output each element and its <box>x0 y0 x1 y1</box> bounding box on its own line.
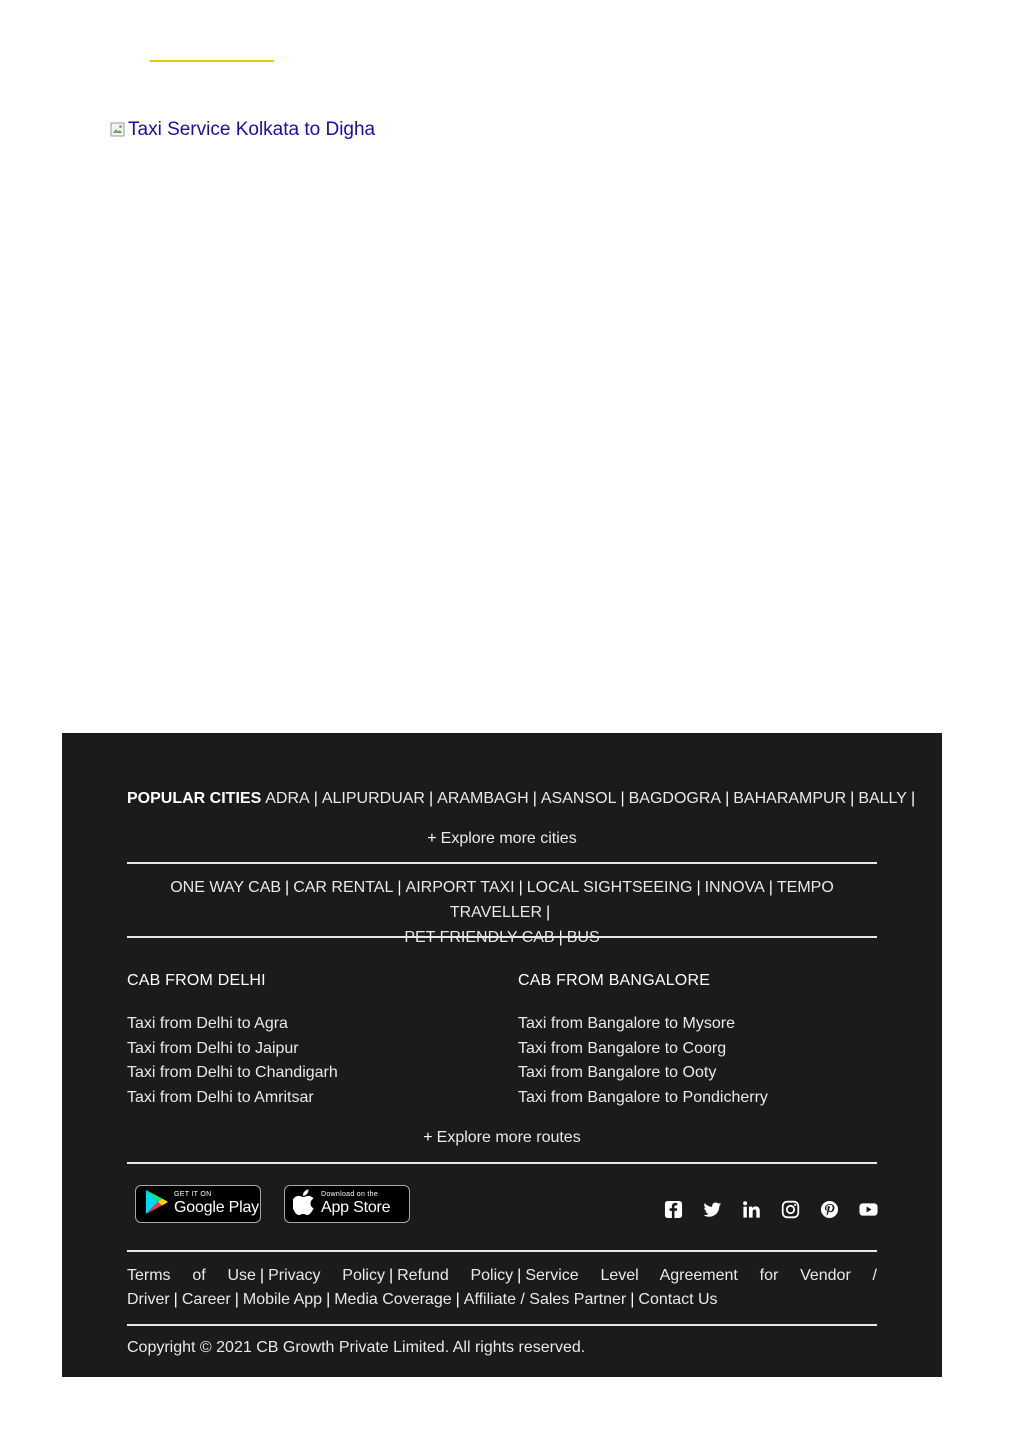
route-link[interactable]: Taxi from Delhi to Amritsar <box>127 1088 314 1106</box>
route-link[interactable]: Taxi from Delhi to Chandigarh <box>127 1064 338 1081</box>
google-play-small-text: GET IT ON <box>174 1191 212 1198</box>
youtube-icon[interactable] <box>858 1199 878 1219</box>
accent-underline <box>150 60 274 62</box>
contact-link[interactable]: Contact Us <box>638 1291 718 1308</box>
hero-image-link[interactable] <box>110 119 375 141</box>
service-link[interactable]: LOCAL SIGHTSEEING <box>526 879 693 896</box>
service-link[interactable]: TEMPO TRAVELLER <box>449 879 834 921</box>
pinterest-icon[interactable] <box>819 1199 839 1219</box>
broken-image-icon <box>110 122 126 138</box>
media-coverage-link[interactable]: Media Coverage <box>334 1291 452 1308</box>
apple-icon <box>293 1189 315 1220</box>
instagram-icon[interactable] <box>780 1199 800 1219</box>
route-link[interactable]: Taxi from Bangalore to Ooty <box>518 1064 717 1081</box>
services-row: ONE WAY CAB | CAR RENTAL | AIRPORT TAXI | LOCAL SIGHTSEEING | INNOVA | TEMPO TRAVELLER | <box>127 875 877 950</box>
refund-link[interactable]: Refund Policy <box>397 1267 514 1284</box>
explore-cities-label: Explore more cities <box>440 830 577 847</box>
city-link[interactable]: ALIPURDUAR <box>321 790 425 807</box>
service-link[interactable]: INNOVA <box>704 879 765 896</box>
linkedin-icon[interactable] <box>741 1199 761 1219</box>
social-links <box>663 1199 878 1219</box>
mobile-app-link[interactable]: Mobile App <box>242 1291 323 1308</box>
terms-link[interactable]: Terms of Use <box>127 1267 256 1284</box>
city-link[interactable]: ARAMBAGH <box>437 790 529 807</box>
plus-icon: + <box>423 1129 433 1146</box>
hero-image-alt-text: Taxi Service Kolkata to Digha <box>128 119 376 140</box>
career-link[interactable]: Career <box>181 1291 231 1308</box>
delhi-routes-column <box>127 972 487 1110</box>
legal-links: Terms of Use | Privacy Policy | Refund Policy | Service Level Agreement for Vendor / Driver | Career | Mobile App | Media Coverage | Affiliate / Sales Partner | Contact Us <box>127 1267 877 1308</box>
site-footer <box>62 733 942 1377</box>
bangalore-routes-column <box>518 972 878 1110</box>
affiliate-link[interactable]: Affiliate / Sales Partner <box>463 1291 627 1308</box>
city-link[interactable]: BAHARAMPUR <box>733 790 847 807</box>
explore-cities-link[interactable] <box>127 830 877 848</box>
google-play-big-text: Google Play <box>174 1199 259 1216</box>
service-link[interactable]: CAR RENTAL <box>293 879 394 896</box>
route-link[interactable]: Taxi from Delhi to Agra <box>127 1015 288 1032</box>
sla-link[interactable]: Service Level Agreement for Vendor / Driver <box>127 1267 877 1308</box>
divider <box>127 862 877 864</box>
twitter-icon[interactable] <box>702 1199 722 1219</box>
google-play-icon <box>144 1189 168 1220</box>
city-link[interactable]: BAGDOGRA <box>628 790 722 807</box>
divider <box>127 1324 877 1326</box>
facebook-icon[interactable] <box>663 1199 683 1219</box>
popular-cities-row: POPULAR CITIES ADRA | ALIPURDUAR | ARAMBAGH | ASANSOL | BAGDOGRA | BAHARAMPUR | BALLY | <box>127 790 916 807</box>
city-link[interactable]: ADRA <box>265 790 310 807</box>
google-play-button[interactable] <box>135 1185 261 1223</box>
explore-routes-link[interactable] <box>127 1129 877 1147</box>
divider <box>127 1162 877 1164</box>
city-link[interactable]: BALLY <box>858 790 907 807</box>
divider <box>127 936 877 938</box>
explore-routes-label: Explore more routes <box>436 1129 581 1146</box>
copyright-text: Copyright © 2021 CB Growth Private Limited. All rights reserved. <box>127 1339 586 1356</box>
divider <box>127 1250 877 1252</box>
app-store-button[interactable] <box>284 1185 410 1223</box>
delhi-column-title: CAB FROM DELHI <box>127 972 266 989</box>
service-link[interactable]: ONE WAY CAB <box>170 879 282 896</box>
service-link[interactable]: AIRPORT TAXI <box>405 879 515 896</box>
route-link[interactable]: Taxi from Bangalore to Pondicherry <box>518 1088 768 1106</box>
city-link[interactable]: ASANSOL <box>540 790 617 807</box>
route-link[interactable]: Taxi from Delhi to Jaipur <box>127 1039 299 1057</box>
bangalore-column-title: CAB FROM BANGALORE <box>518 972 711 989</box>
app-store-small-text: Download on the <box>321 1191 379 1198</box>
app-store-big-text: App Store <box>321 1199 391 1216</box>
plus-icon: + <box>427 830 437 847</box>
privacy-link[interactable]: Privacy Policy <box>268 1267 385 1284</box>
popular-cities-label: POPULAR CITIES <box>127 790 262 807</box>
route-link[interactable]: Taxi from Bangalore to Mysore <box>518 1015 735 1032</box>
route-link[interactable]: Taxi from Bangalore to Coorg <box>518 1039 727 1057</box>
